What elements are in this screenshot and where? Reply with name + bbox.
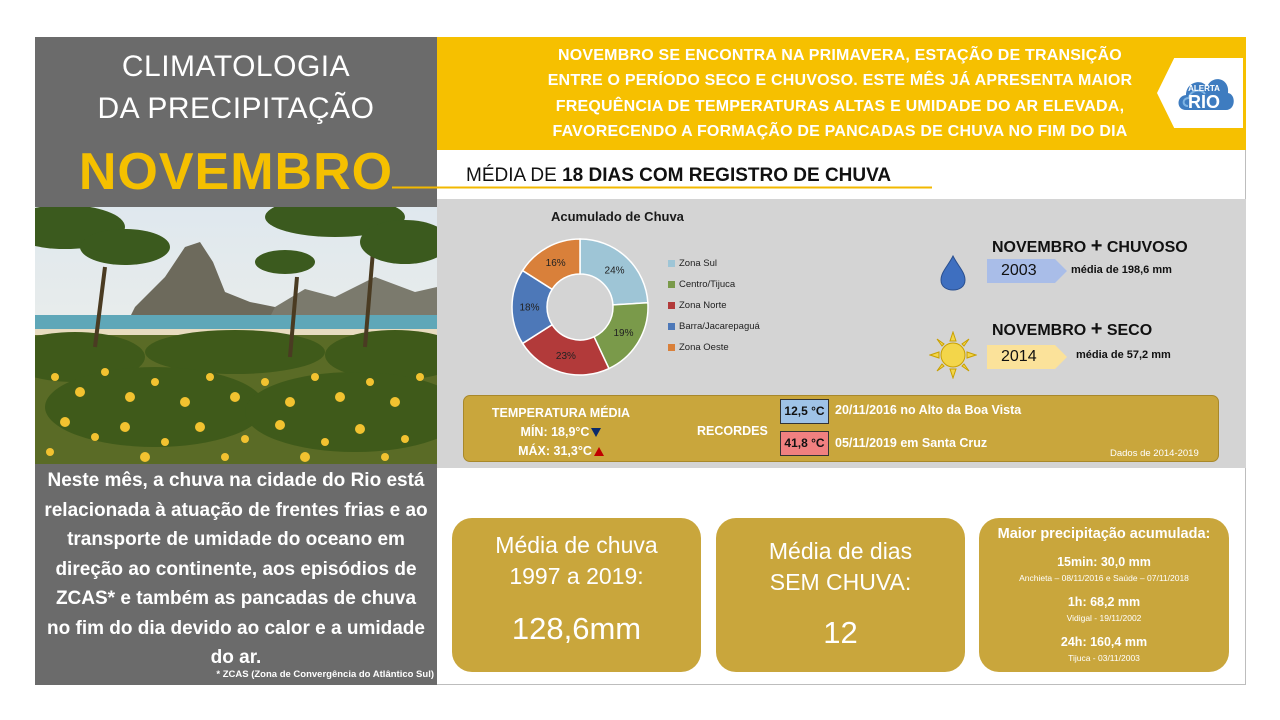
legend-swatch [668,260,675,267]
wettest-word: CHUVOSO [1106,239,1188,256]
dry-days-value: 12 [823,615,858,650]
month-title: NOVEMBRO [78,143,394,201]
avg-rain-heading [452,530,701,592]
intro-line-4: FAVORECENDO A FORMAÇÃO DE PANCADAS DE CHUVA NO FIM DO DIA [552,122,1128,140]
description-text: Neste mês, a chuva na cidade do Rio está relacionada à atuação de frentes frias e ao transporte de umidade do oceano em direção ao continente, aos episódios de ZCAS* e também as pancadas de chuva no fim do dia devido ao calor e a umidade do ar. [44,470,428,668]
max-1h-value: 1h: 68,2 mm [1067,595,1141,609]
wettest-year: 2003 [1001,262,1037,279]
donut-label-4: 16% [545,258,566,270]
data-source-note: Dados de 2014-2019 [1110,448,1199,459]
wettest-note: média de 198,6 mm [1071,264,1172,276]
legend-item [668,279,735,290]
intro-text [500,43,1180,144]
legend-label: Centro/Tijuca [679,279,736,290]
legend-label: Zona Oeste [679,342,729,353]
legend-swatch [668,323,675,330]
max-1h-place: Vidigal - 19/11/2002 [1066,613,1142,623]
legend-item [668,321,760,332]
avg-rain-value: 128,6mm [511,611,642,646]
dry-days-heading-1: Média de dias [768,538,913,564]
donut-label-3: 18% [519,302,540,314]
driest-word: SECO [1106,322,1153,339]
legend-item [668,342,729,353]
legend-swatch [668,344,675,351]
intro-line-2: ENTRE O PERÍODO SECO E CHUVOSO. ESTE MÊS JÁ APRESENTA MAIOR [547,72,1133,90]
dry-days-heading-2: SEM CHUVA: [769,569,912,595]
legend-item [668,300,727,311]
raindrop-icon [938,254,968,292]
driest-plus: + [1090,318,1103,340]
temperature-title: TEMPERATURA MÉDIA [491,406,631,420]
legend-item [668,258,717,269]
logo-big-text: RIO [1187,92,1220,112]
max-precip-title: Maior precipitação acumulada: [997,526,1211,542]
record-max-text: 05/11/2019 em Santa Cruz [835,436,988,450]
rain-days-heading [466,165,891,187]
driest-title [992,318,1152,341]
legend-label: Zona Sul [679,258,718,269]
dry-days-heading [716,536,965,598]
temperature-max-row [476,442,646,461]
record-min-value: 12,5 °C [780,399,829,424]
zcas-footnote: * ZCAS (Zona de Convergência do Atlântico Sul) [216,669,434,680]
donut-label-0: 24% [604,265,625,277]
legend-swatch [668,302,675,309]
driest-month: NOVEMBRO [992,322,1087,339]
wettest-month: NOVEMBRO [992,239,1087,256]
driest-year: 2014 [1001,348,1037,365]
heading-underline [392,186,932,189]
arrow-up-icon [594,447,604,456]
temperature-summary [476,404,646,461]
wettest-title [992,235,1188,258]
landscape-photo [35,207,437,464]
legend-swatch [668,281,675,288]
temperature-max: MÁX: 31,3°C [518,444,592,458]
legend-label: Barra/Jacarepaguá [679,321,760,332]
sun-icon [929,331,977,379]
wettest-plus: + [1090,235,1103,257]
donut-label-2: 23% [555,350,576,362]
rain-donut-chart [500,232,660,382]
intro-line-1: NOVEMBRO SE ENCONTRA NA PRIMAVERA, ESTAÇÃO DE TRANSIÇÃO [558,47,1122,64]
title-line-1: CLIMATOLOGIA [121,50,351,83]
title-line-2: DA PRECIPITAÇÃO [97,92,375,125]
records-label: RECORDES [697,424,768,438]
max-24h-value: 24h: 160,4 mm [1060,635,1148,649]
avg-rain-heading-1: Média de chuva [495,532,658,558]
max-24h-place: Tijuca - 03/11/2003 [1068,653,1140,663]
heading-emphasis: 18 DIAS COM REGISTRO DE CHUVA [562,165,892,186]
record-min-text: 20/11/2016 no Alto da Boa Vista [835,403,1022,417]
logo-small-text: ALERTA [1188,84,1220,93]
avg-rain-heading-2: 1997 a 2019: [509,563,644,589]
max-15min-place: Anchieta – 08/11/2016 e Saúde – 07/11/2018 [1019,573,1189,583]
record-max-value: 41,8 °C [780,431,829,456]
legend-label: Zona Norte [679,300,727,311]
chart-title: Acumulado de Chuva [551,209,684,224]
driest-note: média de 57,2 mm [1076,349,1171,361]
heading-prefix: MÉDIA DE [466,165,563,186]
donut-label-1: 19% [613,328,634,340]
temperature-min: MÍN: 18,9°C [520,425,590,439]
intro-line-3: FREQUÊNCIA DE TEMPERATURAS ALTAS E UMIDADE DO AR ELEVADA, [555,97,1125,115]
temperature-min-row [476,423,646,442]
arrow-down-icon [591,428,601,437]
max-15min-value: 15min: 30,0 mm [1057,555,1151,569]
